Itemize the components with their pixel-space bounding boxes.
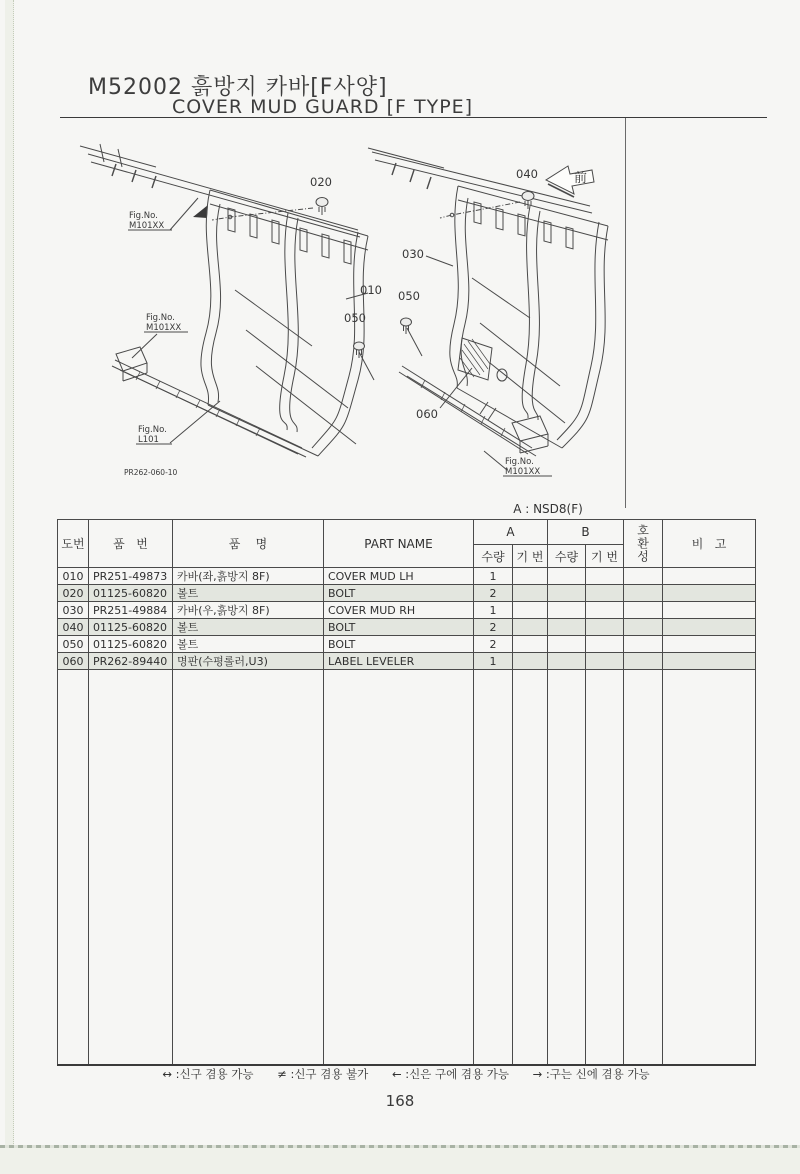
cell-compat	[624, 619, 663, 636]
table-row	[58, 585, 756, 602]
header-qty-b: 수량	[548, 545, 586, 568]
cell-qty-b	[548, 568, 586, 585]
cell-fig-no: 060	[58, 653, 89, 670]
fig-no-label-2: Fig.No.	[146, 313, 175, 323]
header-remark: 비 고	[663, 520, 756, 568]
cell-remark	[663, 619, 756, 636]
cell-part-no: 01125-60820	[89, 636, 173, 653]
cell-part-no: PR251-49873	[89, 568, 173, 585]
cell-name-kr: 카바(우,흙방지 8F)	[173, 602, 324, 619]
callout-050-left: 050	[344, 311, 366, 325]
cell-remark	[663, 636, 756, 653]
callout-060: 060	[416, 407, 438, 421]
cell-part-no: PR262-89440	[89, 653, 173, 670]
cell-serial-a	[513, 568, 548, 585]
cell-part-no: 01125-60820	[89, 585, 173, 602]
callout-050-right: 050	[398, 289, 420, 303]
cell-name-kr: 볼트	[173, 619, 324, 636]
fig-ref-m101xx-3: M101XX	[505, 467, 541, 477]
header-name-kr: 품 명	[173, 520, 324, 568]
front-direction-label: 前	[574, 171, 588, 186]
fig-no-label-3: Fig.No.	[138, 425, 167, 435]
cell-part-name: BOLT	[324, 636, 474, 653]
cell-serial-b	[586, 636, 624, 653]
cell-qty-a: 1	[474, 568, 513, 585]
header-part-name: PART NAME	[324, 520, 474, 568]
legend-item-new-to-old: ← :신은 구에 겸용 가능	[391, 1067, 509, 1081]
cell-serial-a	[513, 619, 548, 636]
fig-ref-m101xx-1: M101XX	[129, 221, 165, 231]
cell-qty-b	[548, 619, 586, 636]
drawing-ref-number: PR262-060-10	[124, 468, 178, 477]
legend-item-old-to-new: → :구는 신에 겸용 가능	[532, 1067, 650, 1081]
cell-qty-a: 1	[474, 602, 513, 619]
cell-remark	[663, 585, 756, 602]
page-title-english: COVER MUD GUARD [F TYPE]	[172, 96, 474, 118]
cell-name-kr: 카바(좌,흙방지 8F)	[173, 568, 324, 585]
table-empty-area	[58, 670, 756, 1065]
cell-compat	[624, 653, 663, 670]
fig-ref-l101: L101	[138, 435, 159, 445]
parts-diagram	[60, 118, 767, 508]
legend-item-neither: ≠ :신구 겸용 불가	[277, 1067, 369, 1081]
cell-fig-no: 040	[58, 619, 89, 636]
cell-remark	[663, 653, 756, 670]
compatibility-legend	[57, 1066, 755, 1082]
table-row	[58, 653, 756, 670]
cell-remark	[663, 568, 756, 585]
cell-part-name: BOLT	[324, 585, 474, 602]
cell-serial-b	[586, 653, 624, 670]
cell-qty-b	[548, 585, 586, 602]
cell-name-kr: 볼트	[173, 585, 324, 602]
cell-compat	[624, 602, 663, 619]
callout-020: 020	[310, 175, 332, 189]
cell-part-name: BOLT	[324, 619, 474, 636]
header-qty-a: 수량	[474, 545, 513, 568]
page-number: 168	[385, 1092, 415, 1110]
cell-compat	[624, 585, 663, 602]
header-group-a: A	[474, 520, 548, 545]
cell-compat	[624, 568, 663, 585]
cell-qty-a: 1	[474, 653, 513, 670]
header-compatibility: 호환성	[624, 520, 663, 568]
cell-qty-a: 2	[474, 585, 513, 602]
callout-010: 010	[360, 283, 382, 297]
header-fig-no: 도번	[58, 520, 89, 568]
callout-030: 030	[402, 247, 424, 261]
fig-ref-m101xx-2: M101XX	[146, 323, 182, 333]
header-group-b: B	[548, 520, 624, 545]
cell-part-no: 01125-60820	[89, 619, 173, 636]
cell-fig-no: 030	[58, 602, 89, 619]
cell-qty-b	[548, 653, 586, 670]
cell-part-name: COVER MUD LH	[324, 568, 474, 585]
cell-fig-no: 010	[58, 568, 89, 585]
page-title-korean: M52002 흙방지 카바[F사양]	[88, 75, 388, 100]
cell-part-name: LABEL LEVELER	[324, 653, 474, 670]
cell-name-kr: 명판(수평롤러,U3)	[173, 653, 324, 670]
cell-qty-b	[548, 636, 586, 653]
cell-serial-b	[586, 602, 624, 619]
table-row	[58, 568, 756, 585]
header-serial-a: 기 번	[513, 545, 548, 568]
fig-no-label-4: Fig.No.	[505, 457, 534, 467]
cell-fig-no: 020	[58, 585, 89, 602]
cell-serial-b	[586, 585, 624, 602]
cell-serial-a	[513, 653, 548, 670]
fig-no-label-1: Fig.No.	[129, 211, 158, 221]
cell-qty-a: 2	[474, 619, 513, 636]
callout-040: 040	[516, 167, 538, 181]
cell-fig-no: 050	[58, 636, 89, 653]
cell-part-no: PR251-49884	[89, 602, 173, 619]
cell-serial-b	[586, 619, 624, 636]
header-serial-b: 기 번	[586, 545, 624, 568]
cell-qty-b	[548, 602, 586, 619]
cell-qty-a: 2	[474, 636, 513, 653]
scan-edge-bottom-area	[0, 1148, 800, 1174]
cell-serial-a	[513, 636, 548, 653]
cell-compat	[624, 636, 663, 653]
cell-serial-a	[513, 585, 548, 602]
cell-serial-b	[586, 568, 624, 585]
cell-remark	[663, 602, 756, 619]
table-row	[58, 619, 756, 636]
scan-edge-left	[5, 0, 14, 1174]
cell-serial-a	[513, 602, 548, 619]
table-row	[58, 636, 756, 653]
legend-item-both: ↔ :신구 겸용 가능	[162, 1067, 254, 1081]
series-note: A : NSD8(F)	[513, 502, 583, 516]
table-row	[58, 602, 756, 619]
header-part-no: 품 번	[89, 520, 173, 568]
cell-name-kr: 볼트	[173, 636, 324, 653]
parts-table	[57, 519, 756, 1066]
cell-part-name: COVER MUD RH	[324, 602, 474, 619]
